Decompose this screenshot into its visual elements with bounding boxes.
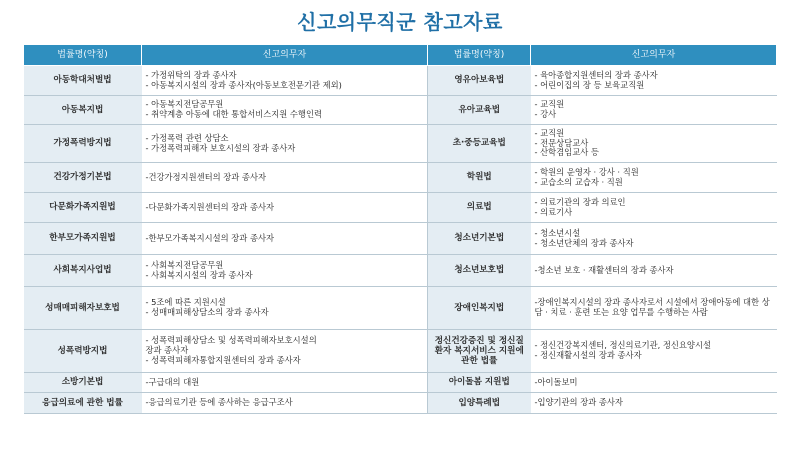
left-duty-cell — [142, 330, 428, 373]
right-law-cell: 영유아보육법 — [428, 66, 531, 96]
duty-line: - 산학겸임교사 등 — [534, 147, 599, 158]
duty-line: - 교습소의 교습자 · 직원 — [534, 176, 623, 187]
duty-line: - 교직원 — [534, 99, 565, 110]
duty-line: - 성폭력피해상담소 및 성폭력피해자보호시설의 — [145, 335, 317, 346]
duty-line: - 학원의 운영자 · 강사 · 직원 — [534, 166, 639, 177]
right-duty-cell — [531, 223, 777, 255]
right-law-cell: 청소년기본법 — [428, 223, 531, 255]
left-law-cell: 성매매피해자보호법 — [24, 287, 142, 330]
right-duty-cell — [531, 393, 777, 414]
left-duty-cell — [142, 223, 428, 255]
table-row — [24, 66, 777, 96]
right-duty-cell — [531, 193, 777, 223]
table-row — [24, 393, 777, 414]
duty-line: - 어린이집의 장 등 보육교직원 — [534, 79, 645, 90]
left-duty-cell — [142, 96, 428, 125]
table-row — [24, 193, 777, 223]
duty-line: -한부모가족복지시설의 장과 종사자 — [145, 232, 274, 243]
right-duty-cell — [531, 255, 777, 287]
duty-line: 장과 종사자 — [145, 345, 189, 356]
right-law-cell: 의료법 — [428, 193, 531, 223]
duty-line: -장애인복지시설의 장과 종사자로서 시설에서 장애아동에 대한 상담 · 치료 · 훈련 또는 요양 업무를 수행하는 사람 — [534, 297, 770, 317]
left-law-cell: 소방기본법 — [24, 373, 142, 393]
right-law-cell: 유아교육법 — [428, 96, 531, 125]
duty-line: -응급의료기관 등에 종사하는 응급구조사 — [145, 397, 293, 408]
right-duty-cell — [531, 330, 777, 373]
left-duty-cell — [142, 393, 428, 414]
duty-line: - 5조에 따른 지원시설 — [145, 297, 226, 308]
duty-line: - 아동복지전담공무원 — [145, 99, 224, 110]
table-row — [24, 330, 777, 373]
right-law-cell: 입양특례법 — [428, 393, 531, 414]
left-duty-cell — [142, 255, 428, 287]
right-duty-cell — [531, 66, 777, 96]
table-row — [24, 373, 777, 393]
reference-table — [23, 44, 777, 414]
duty-line: - 아동복지시설의 장과 종사자(아동보호전문기관 제외) — [145, 79, 342, 90]
header-duty-right: 신고의무자 — [531, 45, 777, 66]
left-duty-cell — [142, 287, 428, 330]
left-duty-cell — [142, 163, 428, 193]
duty-line: - 가정폭력 관련 상담소 — [145, 132, 229, 143]
duty-line: - 가정위탁의 장과 종사자 — [145, 69, 237, 80]
right-duty-cell — [531, 163, 777, 193]
right-duty-cell — [531, 373, 777, 393]
table-body — [24, 66, 777, 414]
right-law-cell: 초·중등교육법 — [428, 125, 531, 163]
right-law-cell: 장애인복지법 — [428, 287, 531, 330]
left-law-cell: 건강가정기본법 — [24, 163, 142, 193]
duty-line: - 사회복지전담공무원 — [145, 259, 224, 270]
right-law-cell: 정신건강증진 및 정신질환자 복지서비스 지원에 관한 법률 — [428, 330, 531, 373]
duty-line: - 강사 — [534, 109, 557, 119]
header-law-left: 법률명(약칭) — [24, 45, 142, 66]
duty-line: - 전문상담교사 — [534, 137, 589, 148]
page-title: 신고의무직군 참고자료 — [297, 10, 503, 34]
left-duty-cell — [142, 66, 428, 96]
right-law-cell: 청소년보호법 — [428, 255, 531, 287]
header-duty-left: 신고의무자 — [142, 45, 428, 66]
duty-line: - 성매매피해상담소의 장과 종사자 — [145, 307, 269, 317]
duty-line: - 사회복지시설의 장과 종사자 — [145, 269, 253, 280]
duty-line: - 교직원 — [534, 127, 565, 138]
right-duty-cell — [531, 125, 777, 163]
duty-line: - 정신건강복지센터, 정신의료기관, 정신요양시설 — [534, 340, 711, 351]
duty-line: -건강가정지원센터의 장과 종사자 — [145, 171, 266, 182]
duty-line: -청소년 보호 · 재활센터의 장과 종사자 — [534, 264, 674, 275]
table-row — [24, 287, 777, 330]
left-duty-cell — [142, 125, 428, 163]
duty-line: -입양기관의 장과 종사자 — [534, 397, 623, 408]
left-law-cell: 아동복지법 — [24, 96, 142, 125]
right-duty-cell — [531, 287, 777, 330]
right-law-cell: 아이돌봄 지원법 — [428, 373, 531, 393]
duty-line: - 청소년시설 — [534, 227, 581, 238]
left-duty-cell — [142, 373, 428, 393]
left-law-cell: 사회복지사업법 — [24, 255, 142, 287]
left-law-cell: 아동학대처벌법 — [24, 66, 142, 96]
table-header-row — [24, 45, 777, 66]
table-row — [24, 96, 777, 125]
right-duty-cell — [531, 96, 777, 125]
right-law-cell: 학원법 — [428, 163, 531, 193]
duty-line: -구급대의 대원 — [145, 376, 200, 387]
left-law-cell: 한부모가족지원법 — [24, 223, 142, 255]
table-row — [24, 163, 777, 193]
header-law-right: 법률명(약칭) — [428, 45, 531, 66]
duty-line: -아이돌보미 — [534, 376, 578, 387]
duty-line: - 의료기관의 장과 의료인 — [534, 196, 626, 207]
table-row — [24, 255, 777, 287]
duty-line: - 의료기사 — [534, 206, 573, 217]
duty-line: - 가정폭력피해자 보호시설의 장과 종사자 — [145, 142, 296, 153]
left-law-cell: 응급의료에 관한 법률 — [24, 393, 142, 414]
duty-line: - 취약계층 아동에 대한 통합서비스지원 수행인력 — [145, 109, 322, 119]
duty-line: - 육아종합지원센터의 장과 종사자 — [534, 69, 658, 80]
duty-line: - 청소년단체의 장과 종사자 — [534, 237, 634, 248]
left-law-cell: 다문화가족지원법 — [24, 193, 142, 223]
duty-line: - 성폭력피해자통합지원센터의 장과 종사자 — [145, 354, 301, 365]
left-law-cell: 가정폭력방지법 — [24, 125, 142, 163]
duty-line: - 정신재활시설의 장과 종사자 — [534, 350, 642, 360]
table-row — [24, 125, 777, 163]
left-law-cell: 성폭력방지법 — [24, 330, 142, 373]
table-row — [24, 223, 777, 255]
duty-line: -다문화가족지원센터의 장과 종사자 — [145, 201, 274, 212]
left-duty-cell — [142, 193, 428, 223]
